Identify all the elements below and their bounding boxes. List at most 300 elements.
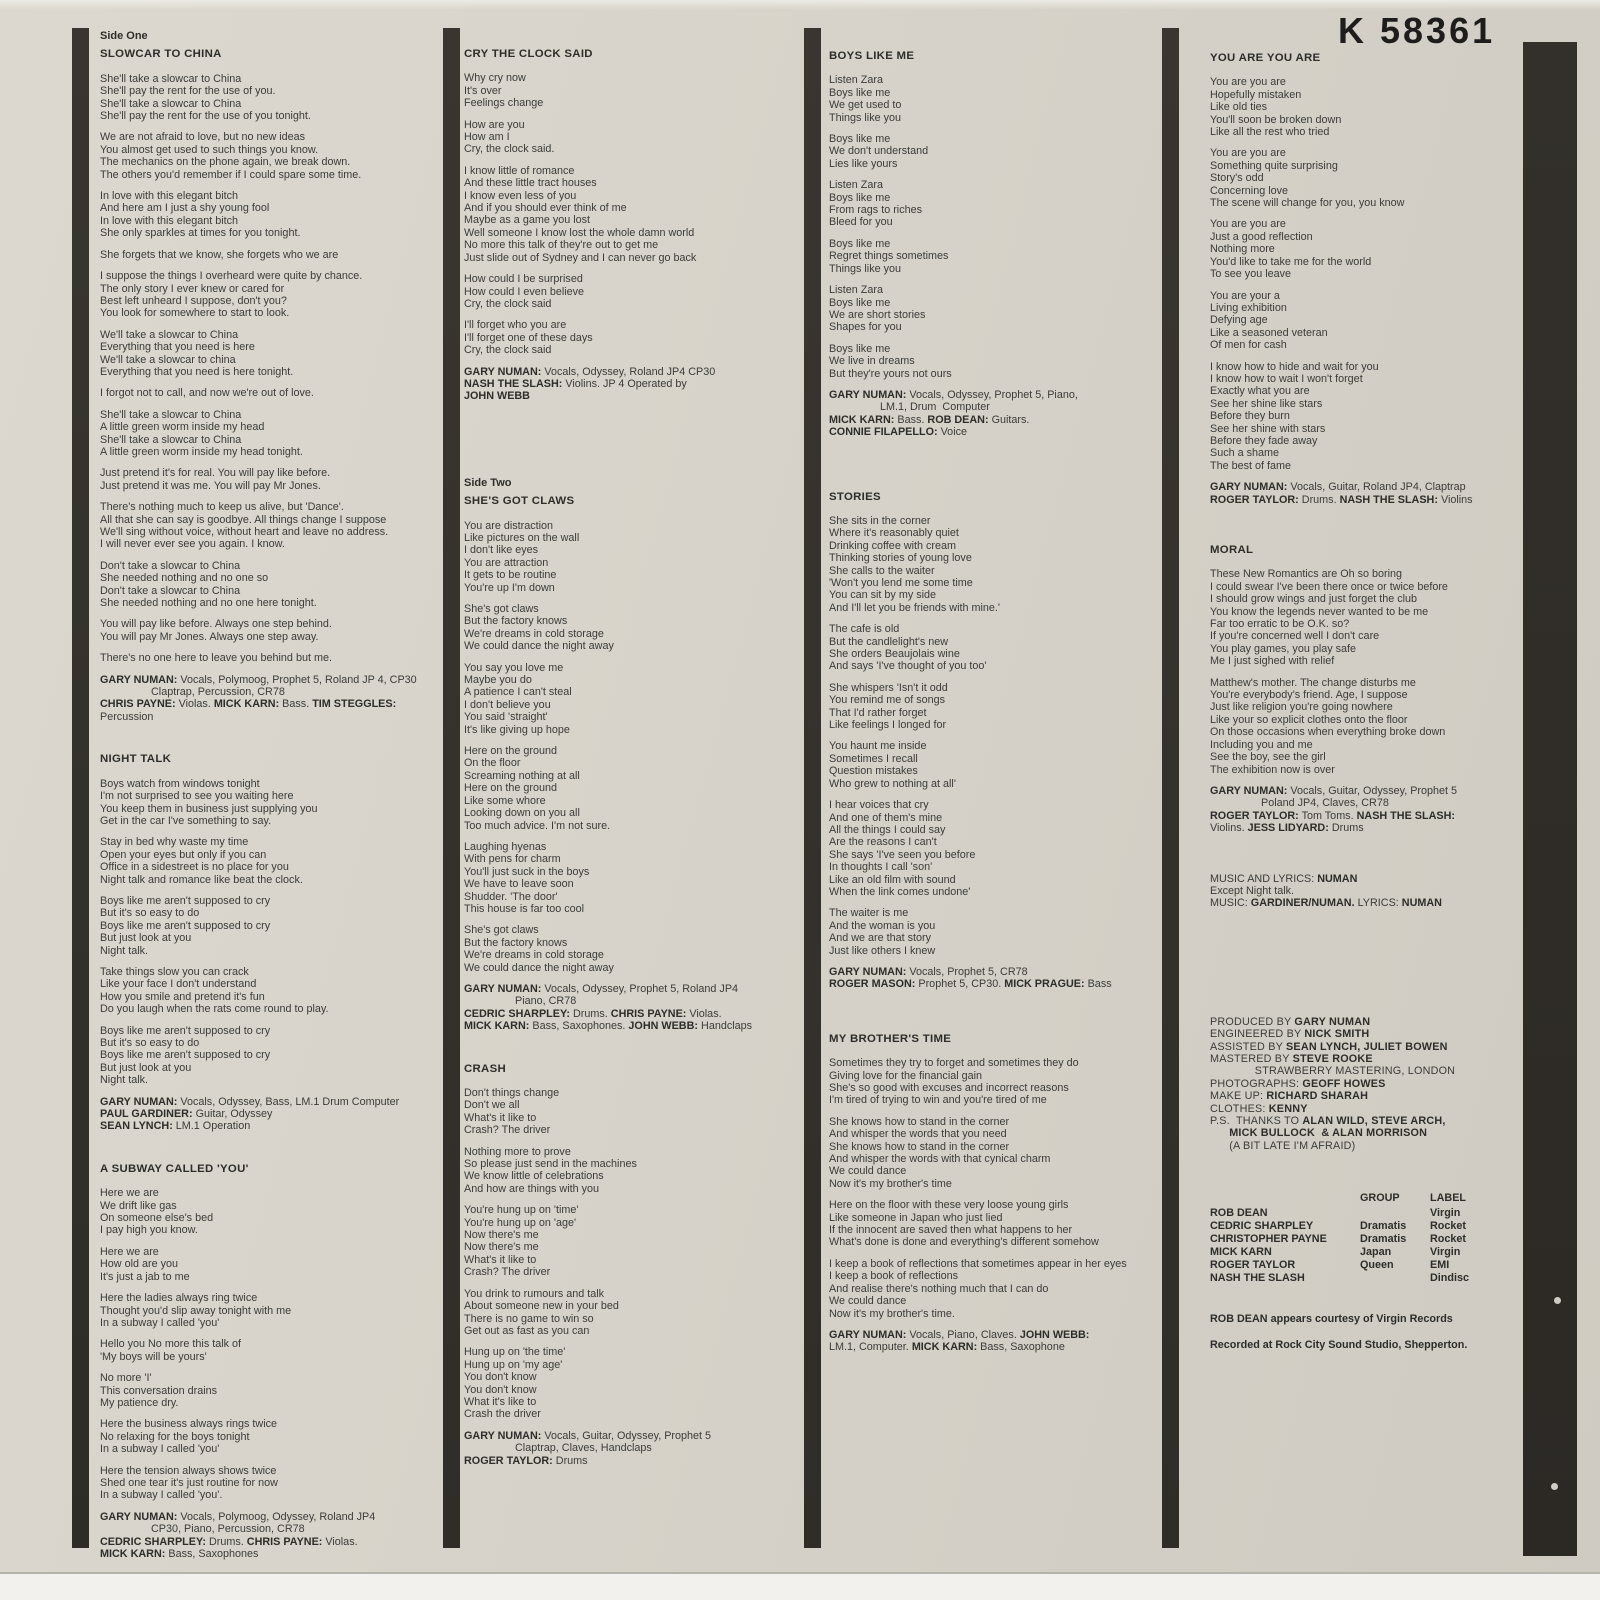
lyric-line: In love with this elegant bitch	[100, 214, 239, 227]
lyric-line: You will pay like before. Always one step behind.	[100, 618, 332, 631]
lyric-stanza	[100, 778, 440, 828]
lyric-line: But they're yours not ours	[829, 367, 952, 380]
song-title	[100, 48, 440, 60]
paper-top-edge	[0, 0, 1600, 10]
lyric-line: You are your a	[1210, 289, 1280, 302]
song-title	[464, 1063, 802, 1075]
lyric-line: But just look at you	[100, 932, 192, 945]
lyric-line: You say you love me	[464, 661, 564, 674]
lyric-stanza	[829, 1258, 1161, 1320]
sleeve-hole-dot	[1551, 1483, 1558, 1490]
lyric-line: Like some whore	[464, 794, 546, 807]
lyric-line: My patience dry.	[100, 1396, 179, 1409]
lyric-line: And whisper the words with that cynical charm	[829, 1153, 1051, 1166]
lyric-stanza	[100, 895, 440, 957]
lyric-line: I will never ever see you again. I know.	[100, 538, 285, 551]
table-cell-group	[1360, 1272, 1430, 1284]
lyric-line: Listen Zara	[829, 179, 884, 192]
lyric-line: You can sit by my side	[829, 589, 937, 602]
song-title	[464, 48, 802, 60]
lyric-stanza	[464, 1346, 802, 1420]
side-label	[464, 477, 802, 489]
spacer	[1210, 1299, 1512, 1313]
lyric-line: You don't know	[464, 1371, 537, 1384]
lyric-line: Giving love for the financial gain	[829, 1069, 983, 1082]
lyric-line: You are distraction	[464, 519, 554, 532]
text-line: LM.1, Computer. MICK KARN: Bass, Saxophone	[829, 1341, 1065, 1354]
text-line: NIGHT TALK	[100, 753, 172, 766]
lyric-line: What's it like to	[464, 1253, 537, 1266]
lyric-line: I keep a book of reflections	[829, 1270, 959, 1283]
lyric-stanza	[100, 409, 440, 459]
text-line: GARY NUMAN: Vocals, Guitar, Odyssey, Prophet 5	[464, 1429, 712, 1442]
lyric-stanza	[1210, 568, 1512, 667]
text-line: ENGINEERED BY NICK SMITH	[1210, 1028, 1370, 1041]
lyric-line: And how are things with you	[464, 1182, 600, 1195]
text-line: MICK KARN: Bass. ROB DEAN: Guitars.	[829, 413, 1030, 426]
lyric-line: About someone new in your bed	[464, 1300, 619, 1313]
text-line: MICK BULLOCK & ALAN MORRISON	[1229, 1127, 1428, 1140]
text-line: GARY NUMAN: Vocals, Odyssey, Prophet 5, Piano,	[829, 388, 1078, 401]
lyric-stanza	[100, 467, 440, 492]
lyric-line: Feelings change	[464, 97, 544, 110]
lyric-line: She'll take a slowcar to China	[100, 97, 242, 110]
lyric-line: The best of fame	[1210, 459, 1292, 472]
lyric-line: But just look at you	[100, 1061, 192, 1074]
text-line: Claptrap, Claves, Handclaps	[464, 1442, 652, 1455]
table-cell-group: Japan	[1360, 1246, 1392, 1259]
lyric-line: And one of them's mine	[829, 811, 943, 824]
lyric-line: The mechanics on the phone again, we break down.	[100, 156, 351, 169]
lyric-line: We are not afraid to love, but no new ideas	[100, 131, 306, 144]
text-line: LM.1, Drum Computer	[829, 401, 990, 414]
lyric-stanza	[464, 520, 802, 594]
credit-block	[100, 1511, 440, 1561]
lyric-line: I don't like eyes	[464, 544, 539, 557]
credit-block	[1210, 785, 1512, 835]
text-line: MORAL	[1210, 544, 1254, 556]
lyric-line: No more this talk of they're out to get me	[464, 239, 659, 252]
table-cell-label: Virgin	[1430, 1246, 1461, 1259]
text-line: Except Night talk.	[1210, 884, 1295, 897]
lyric-stanza	[464, 165, 802, 264]
lyric-line: She forgets that we know, she forgets who we are	[100, 248, 339, 261]
table-cell-label: EMI	[1430, 1259, 1450, 1272]
lyric-stanza	[829, 515, 1161, 614]
text-line: Poland JP4, Claves, CR78	[1210, 797, 1389, 810]
lyric-line: Including you and me	[1210, 738, 1313, 751]
table-cell-group: Dramatis	[1360, 1233, 1407, 1246]
lyric-line: And if you should ever think of me	[464, 202, 627, 215]
lyric-line: There is no game to win so	[464, 1312, 594, 1325]
table-corner	[1210, 1192, 1360, 1206]
credit-block	[464, 1430, 802, 1467]
text-line: ASSISTED BY SEAN LYNCH, JULIET BOWEN	[1210, 1040, 1448, 1053]
lyric-line: Don't we all	[464, 1099, 520, 1112]
lyric-line: Here on the floor with these very loose young girls	[829, 1199, 1069, 1212]
song-title	[829, 50, 1161, 62]
column-4	[1210, 52, 1512, 1365]
credit-block	[100, 674, 440, 724]
lyric-line: You'll soon be broken down	[1210, 113, 1342, 126]
text-line: CRY THE CLOCK SAID	[464, 48, 593, 60]
text-line: Side Two	[464, 476, 512, 489]
text-line: GARY NUMAN: Vocals, Piano, Claves. JOHN WEBB:	[829, 1328, 1090, 1341]
lyric-line: Boys like me aren't supposed to cry	[100, 1049, 271, 1062]
lyric-line: The exhibition now is over	[1210, 763, 1335, 776]
lyric-stanza	[1210, 677, 1512, 776]
lyric-line: Nothing more to prove	[464, 1145, 571, 1158]
lyric-line: Like all the rest who tried	[1210, 126, 1330, 139]
lyric-line: Just like religion you're going nowhere	[1210, 701, 1393, 714]
lyric-stanza	[829, 238, 1161, 275]
lyric-line: Sometimes they try to forget and sometimes they do	[829, 1057, 1079, 1070]
lyric-line: Night talk and romance like beat the clock.	[100, 873, 303, 886]
lyric-stanza	[100, 329, 440, 379]
lyric-line: Night talk.	[100, 944, 149, 957]
lyric-line: Bleed for you	[829, 216, 893, 229]
lyric-line: Stay in bed why waste my time	[100, 836, 249, 849]
lyric-stanza	[829, 1199, 1161, 1249]
production-credits	[1210, 1016, 1512, 1152]
spacer	[100, 735, 440, 753]
lyric-stanza	[100, 1187, 440, 1237]
lyric-line: Crash the driver	[464, 1408, 541, 1421]
lyric-line: She orders Beaujolais wine	[829, 648, 960, 661]
lyric-line: But it's so easy to do	[100, 1037, 200, 1049]
lyric-line: In a subway I called 'you'.	[100, 1489, 223, 1502]
lyric-line: See her shine like stars	[1210, 397, 1323, 410]
lyric-line: These New Romantics are Oh so boring	[1210, 568, 1403, 581]
lyric-stanza	[100, 1465, 440, 1502]
credit-block	[464, 366, 802, 403]
lyric-stanza	[829, 284, 1161, 334]
lyric-line: I could swear I've been there once or twice before	[1210, 580, 1448, 593]
divider-bar-4	[1162, 28, 1179, 1548]
lyric-line: Regret things sometimes	[829, 250, 949, 263]
text-line: STORIES	[829, 490, 881, 503]
text-line: GARY NUMAN: Vocals, Odyssey, Roland JP4 CP30	[464, 365, 716, 378]
lyric-line: Take things slow you can crack	[100, 965, 249, 978]
text-line: GARY NUMAN: Vocals, Polymoog, Prophet 5, Roland JP 4, CP30	[100, 673, 417, 686]
spacer	[829, 1003, 1161, 1033]
spacer	[1210, 847, 1512, 873]
lyric-stanza	[100, 190, 440, 240]
lyric-line: And these little tract houses	[464, 177, 597, 190]
lyric-line: We'll take a slowcar to china	[100, 353, 236, 366]
column-2	[464, 48, 802, 1479]
lyric-line: Don't take a slowcar to China	[100, 559, 241, 572]
lyric-stanza	[464, 924, 802, 974]
spacer	[100, 1145, 440, 1163]
lyric-line: I know how to hide and wait for you	[1210, 360, 1379, 373]
lyric-line: And we are that story	[829, 932, 932, 945]
lyric-line: Like your so explicit clothes onto the floor	[1210, 713, 1408, 726]
lyric-line: Here on the ground	[464, 745, 558, 758]
credit-block	[829, 389, 1161, 439]
lyric-stanza	[829, 907, 1161, 957]
column-3	[829, 50, 1161, 1366]
lyric-line: Of men for cash	[1210, 339, 1287, 352]
table-cell-label: Dindisc	[1430, 1272, 1469, 1285]
text-line: A SUBWAY CALLED 'YOU'	[100, 1162, 249, 1175]
lyric-line: Concerning love	[1210, 184, 1289, 197]
lyric-line: Boys like me aren't supposed to cry	[100, 1024, 271, 1037]
lyric-line: And the woman is you	[829, 919, 936, 932]
lyric-line: Boys like me	[829, 237, 891, 250]
text-line: CHRIS PAYNE: Violas. MICK KARN: Bass. TIM STEGGLES: Percussion	[100, 698, 400, 723]
lyric-line: Maybe as a game you lost	[464, 214, 591, 227]
text-line: MASTERED BY STEVE ROOKE	[1210, 1052, 1373, 1065]
lyric-line: Why cry now	[464, 72, 526, 85]
lyric-line: There's nothing much to keep us alive, but 'Dance'.	[100, 501, 344, 514]
lyric-line: She knows how to stand in the corner	[829, 1115, 1010, 1128]
text-line: CONNIE FILAPELLO: Voice	[829, 426, 967, 439]
lyric-line: We are short stories	[829, 308, 926, 321]
lyric-line: Hello you No more this talk of	[100, 1338, 242, 1351]
lyric-line: I'll forget who you are	[464, 319, 567, 332]
lyric-line: Boys like me	[829, 342, 891, 355]
text-line: SHE'S GOT CLAWS	[464, 495, 575, 508]
lyric-stanza	[464, 603, 802, 653]
text-line: P.S. THANKS TO ALAN WILD, STEVE ARCH,	[1210, 1115, 1446, 1127]
lyric-line: You will pay Mr Jones. Always one step away.	[100, 630, 319, 643]
lyric-line: All the things I could say	[829, 823, 946, 836]
lyric-line: Everything that you need is here tonight.	[100, 365, 294, 378]
lyric-line: Here we are	[100, 1187, 159, 1200]
lyric-line: You almost get used to such things you know.	[100, 143, 319, 156]
lyric-line: Sometimes I recall	[829, 752, 918, 765]
text-line: CLOTHES: KENNY	[1210, 1102, 1308, 1115]
lyric-line: It gets to be routine	[464, 569, 557, 582]
lyric-line: In a subway I called 'you'	[100, 1316, 220, 1329]
lyric-stanza	[100, 618, 440, 643]
lyric-stanza	[829, 74, 1161, 124]
lyric-line: On someone else's bed	[100, 1212, 214, 1225]
lyric-line: From rags to riches	[829, 204, 922, 217]
lyric-line: Before they burn	[1210, 410, 1290, 423]
credit-block	[1210, 481, 1512, 506]
lyric-stanza	[1210, 76, 1512, 138]
lyric-line: If you're concerned well I don't care	[1210, 630, 1380, 643]
lyric-line: What's done is done and everything's different somehow	[829, 1236, 1099, 1249]
lyric-line: Boys watch from windows tonight	[100, 777, 260, 790]
lyric-line: With pens for charm	[464, 853, 561, 866]
lyric-stanza	[1210, 218, 1512, 280]
lyric-line: How you smile and pretend it's fun	[100, 990, 265, 1003]
lyric-stanza	[100, 73, 440, 123]
lyric-line: She needed nothing and no one so	[100, 572, 269, 585]
lyric-line: You drink to rumours and talk	[464, 1287, 605, 1300]
lyric-line: Living exhibition	[1210, 301, 1287, 314]
lyric-stanza	[829, 740, 1161, 790]
lyric-line: She'll take a slowcar to China	[100, 433, 242, 446]
spacer	[1210, 920, 1512, 1016]
spacer	[1210, 518, 1512, 544]
lyric-line: Cry, the clock said	[464, 297, 552, 310]
lyric-line: You play games, you play safe	[1210, 642, 1357, 655]
text-line: Claptrap, Percussion, CR78	[100, 686, 285, 699]
lyric-stanza	[100, 836, 440, 886]
text-line: CRASH	[464, 1062, 507, 1075]
lyric-line: Best left unheard I suppose, don't you?	[100, 294, 287, 307]
credit-block	[829, 966, 1161, 991]
table-header-group: GROUP	[1360, 1192, 1400, 1205]
lyric-line: But it's so easy to do	[100, 907, 200, 920]
lyric-line: It's just a jab to me	[100, 1270, 190, 1283]
lyric-stanza	[100, 387, 440, 399]
lyric-line: And says 'I've thought of you too'	[829, 660, 987, 673]
lyric-line: I suppose the things I overheard were quite by chance.	[100, 270, 363, 283]
text-line: Piano, CR78	[464, 995, 577, 1008]
lyric-line: You said 'straight'	[464, 711, 548, 724]
lyric-line: You're hung up on 'time'	[464, 1204, 579, 1217]
text-line: MUSIC: GARDINER/NUMAN. LYRICS: NUMAN	[1210, 897, 1442, 910]
lyric-line: Thought you'd slip away tonight with me	[100, 1304, 292, 1317]
lyric-line: Defying age	[1210, 314, 1268, 327]
lyric-line: On the floor	[464, 757, 521, 770]
lyric-stanza	[100, 652, 440, 664]
lyric-line: You keep them in business just supplying you	[100, 802, 318, 815]
lyric-line: I know how to wait I won't forget	[1210, 372, 1363, 385]
lyric-line: We don't understand	[829, 145, 929, 158]
lyric-line: So please just send in the machines	[464, 1158, 637, 1171]
table-cell-name: ROGER TAYLOR	[1210, 1259, 1296, 1272]
lyric-line: Open your eyes but only if you can	[100, 848, 267, 861]
text-line: STRAWBERRY MASTERING, LONDON	[1210, 1065, 1456, 1078]
text-line: GARY NUMAN: Vocals, Polymoog, Odyssey, Roland JP4	[100, 1510, 376, 1523]
lyric-line: What's it like to	[464, 1111, 537, 1124]
song-title	[100, 753, 440, 765]
lyric-line: If the innocent are saved then what happens to her	[829, 1224, 1073, 1237]
lyric-line: I don't believe you	[464, 698, 551, 711]
lyric-line: She's so good with excuses and incorrect reasons	[829, 1082, 1069, 1094]
lyric-line: She needed nothing and no one here tonight.	[100, 597, 317, 610]
lyric-stanza	[100, 131, 440, 181]
lyric-line: Me I just sighed with relief	[1210, 655, 1335, 668]
lyric-line: But the factory knows	[464, 615, 568, 628]
lyric-line: You don't know	[464, 1383, 537, 1396]
lyric-line: How could I even believe	[464, 285, 585, 298]
lyric-line: Now it's my brother's time	[829, 1177, 952, 1190]
lyric-stanza	[464, 1146, 802, 1196]
lyric-line: Boys like me	[829, 296, 891, 309]
lyric-line: It's over	[464, 84, 502, 97]
catalog-number: K 58361	[1338, 10, 1496, 51]
table-header-label: LABEL	[1430, 1192, 1466, 1205]
text-line: Recorded at Rock City Sound Studio, Shepperton.	[1210, 1339, 1468, 1352]
lyric-line: See the boy, see the girl	[1210, 751, 1326, 764]
lyric-line: Like old ties	[1210, 101, 1268, 114]
sleeve-hole-dot	[1554, 1297, 1561, 1304]
lyric-line: The cafe is old	[829, 623, 900, 636]
credit-block	[100, 1096, 440, 1133]
lyric-line: I keep a book of reflections that sometimes appear in her eyes	[829, 1257, 1127, 1270]
lyric-line: Hung up on 'the time'	[464, 1346, 566, 1359]
text-line: GARY NUMAN: Vocals, Guitar, Odyssey, Prophet 5	[1210, 784, 1458, 797]
lyric-stanza	[464, 662, 802, 736]
lyric-line: And whisper the words that you need	[829, 1128, 1007, 1141]
footer-note	[1210, 1339, 1512, 1351]
table-cell-label: Virgin	[1430, 1207, 1461, 1220]
lyric-line: The scene will change for you, you know	[1210, 197, 1405, 210]
lyric-line: Maybe you do	[464, 674, 532, 687]
table-cell-name: NASH THE SLASH	[1210, 1272, 1305, 1285]
credit-block	[829, 1329, 1161, 1354]
text-line: CP30, Piano, Percussion, CR78	[100, 1523, 305, 1536]
lyric-line: You look for somewhere to start to look.	[100, 307, 290, 320]
lyric-stanza	[464, 319, 802, 356]
lyric-line: And here am I just a shy young fool	[100, 202, 270, 215]
lyric-line: Listen Zara	[829, 284, 884, 297]
lyric-line: Thinking stories of young love	[829, 552, 972, 565]
lyric-line: And I'll let you be friends with mine.'	[829, 601, 1000, 614]
lyric-line: Shapes for you	[829, 321, 902, 334]
text-line: MAKE UP: RICHARD SHARAH	[1210, 1090, 1369, 1103]
text-line: NASH THE SLASH: Violins. JP 4 Operated by	[464, 377, 687, 390]
lyric-stanza	[100, 1338, 440, 1363]
lyric-line: How am I	[464, 131, 510, 144]
lyric-stanza	[100, 1025, 440, 1087]
lyric-line: In a subway I called 'you'	[100, 1443, 220, 1456]
lyric-line: I'm tired of trying to win and you're tired of me	[829, 1094, 1047, 1107]
lyric-line: We're dreams in cold storage	[464, 949, 604, 962]
table-cell-name: ROB DEAN	[1210, 1207, 1268, 1220]
lyric-stanza	[829, 1116, 1161, 1190]
lyric-stanza	[100, 249, 440, 261]
lyric-line: All that she can say is goodbye. All things change I suppose	[100, 513, 387, 526]
lyric-stanza	[1210, 290, 1512, 352]
lyric-stanza	[100, 270, 440, 320]
table-cell-group	[1360, 1207, 1430, 1219]
text-line: PAUL GARDINER: Guitar, Odyssey	[100, 1108, 273, 1121]
table-cell-name: CHRISTOPHER PAYNE	[1210, 1233, 1327, 1246]
lyric-stanza	[464, 1288, 802, 1338]
text-line: MICK KARN: Bass, Saxophones. JOHN WEBB: Handclaps	[464, 1020, 753, 1033]
text-line: SEAN LYNCH: LM.1 Operation	[100, 1120, 251, 1133]
lyric-stanza	[464, 119, 802, 156]
text-line: MUSIC AND LYRICS: NUMAN	[1210, 872, 1358, 885]
column-1	[100, 30, 440, 1572]
lyric-line: I know even less of you	[464, 189, 577, 202]
lyric-line: There's no one here to leave you behind but me.	[100, 652, 332, 665]
lyric-line: Matthew's mother. The change disturbs me	[1210, 676, 1416, 689]
lyric-line: We could dance the night away	[464, 961, 614, 974]
lyric-stanza	[829, 682, 1161, 732]
lyric-line: You'll just suck in the boys	[464, 865, 590, 878]
lyric-line: Here we are	[100, 1245, 159, 1258]
lyric-line: To see you leave	[1210, 268, 1292, 281]
lyric-line: In thoughts I call 'son'	[829, 861, 933, 874]
lyric-stanza	[100, 1418, 440, 1455]
lyric-stanza	[464, 1087, 802, 1137]
lyric-line: How could I be surprised	[464, 273, 583, 286]
lyric-line: Like your face I don't understand	[100, 978, 257, 991]
text-line: CEDRIC SHARPLEY: Drums. CHRIS PAYNE: Violas.	[464, 1007, 722, 1020]
lyric-stanza	[1210, 147, 1512, 209]
lyric-line: How are you	[464, 118, 525, 131]
lyric-line: Just like others I knew	[829, 944, 936, 957]
lyric-line: She'll take a slowcar to China	[100, 408, 242, 421]
lyric-line: She's got claws	[464, 924, 539, 937]
lyric-line: A patience I can't steal	[464, 686, 572, 699]
lyric-line: Such a shame	[1210, 447, 1280, 460]
lyric-line: We know little of celebrations	[464, 1170, 604, 1183]
lyric-line: What it's like to	[464, 1395, 537, 1408]
lyric-line: Here the tension always shows twice	[100, 1464, 277, 1477]
text-line: ROGER TAYLOR: Tom Toms. NASH THE SLASH:	[1210, 809, 1455, 822]
text-line: ROGER MASON: Prophet 5, CP30. MICK PRAGUE: Bass	[829, 978, 1112, 991]
